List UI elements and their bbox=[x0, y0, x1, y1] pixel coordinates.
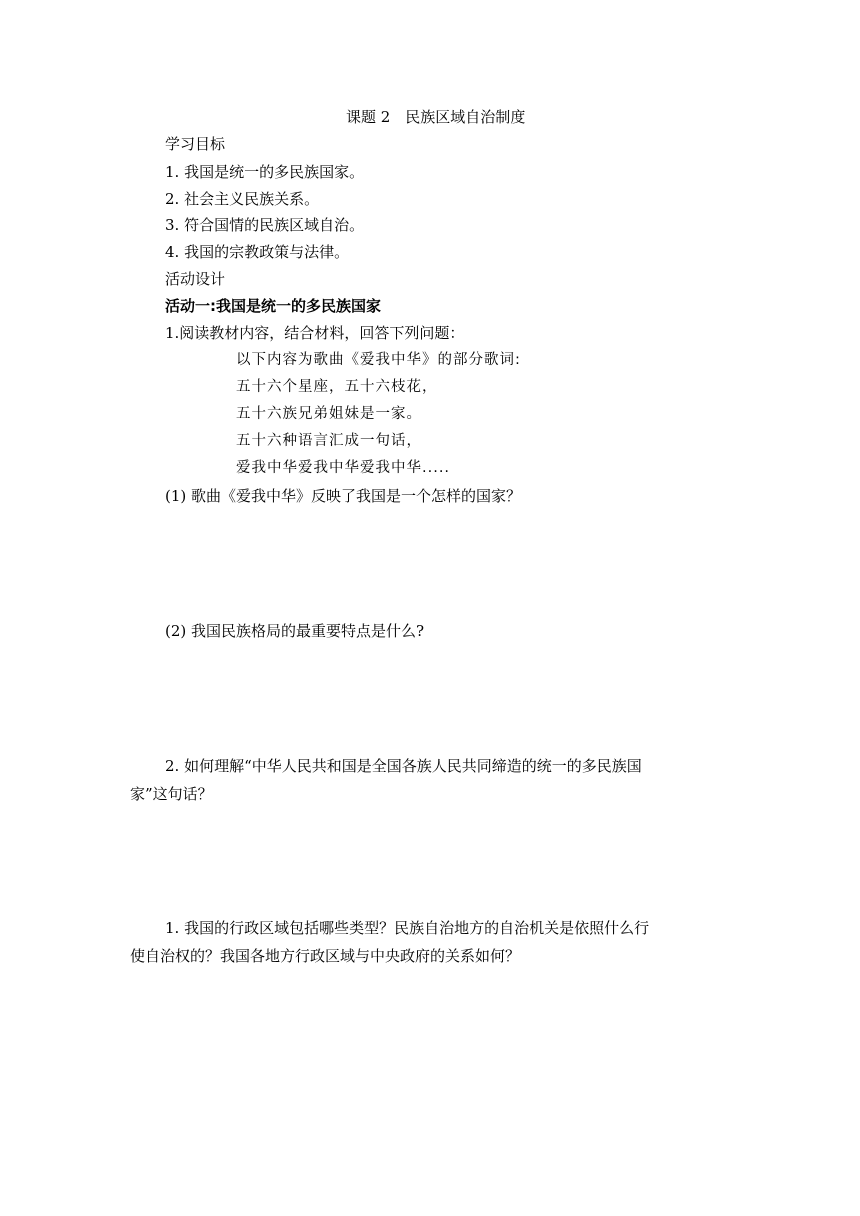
document-title: 课题 2 民族区域自治制度 bbox=[346, 108, 526, 126]
question-2: (2) 我国民族格局的最重要特点是什么? bbox=[165, 622, 425, 640]
task3-line-2: 使自治权的？我国各地方行政区域与中央政府的关系如何？ bbox=[130, 947, 521, 965]
task3-line-1: 1. 我国的行政区域包括哪些类型？民族自治地方的自治机关是依照什么行 bbox=[165, 919, 650, 937]
lyric-line-3: 五十六种语言汇成一句话， bbox=[236, 433, 422, 449]
goal-item-3: 3. 符合国情的民族区域自治。 bbox=[165, 216, 365, 234]
task1-intro: 1.阅读教材内容，结合材料，回答下列问题： bbox=[165, 324, 465, 342]
task2-line-2: 家”这句话？ bbox=[130, 785, 213, 803]
lyrics-intro: 以下内容为歌曲《爱我中华》的部分歌词: bbox=[236, 352, 521, 368]
goal-item-1: 1. 我国是统一的多民族国家。 bbox=[165, 163, 365, 181]
lyric-line-1: 五十六个星座，五十六枝花， bbox=[236, 379, 438, 395]
lyric-line-4: 爱我中华爱我中华爱我中华..... bbox=[236, 460, 451, 476]
question-1: (1) 歌曲《爱我中华》反映了我国是一个怎样的国家？ bbox=[165, 487, 522, 505]
design-heading: 活动设计 bbox=[165, 270, 226, 288]
activity1-heading: 活动一:我国是统一的多民族国家 bbox=[165, 297, 382, 315]
goal-item-4: 4. 我国的宗教政策与法律。 bbox=[165, 243, 350, 261]
goal-item-2: 2. 社会主义民族关系。 bbox=[165, 190, 320, 208]
lyric-line-2: 五十六族兄弟姐妹是一家。 bbox=[236, 406, 422, 422]
task2-line-1: 2. 如何理解“中华人民共和国是全国各族人民共同缔造的统一的多民族国 bbox=[165, 757, 642, 775]
goals-heading: 学习目标 bbox=[165, 135, 226, 153]
